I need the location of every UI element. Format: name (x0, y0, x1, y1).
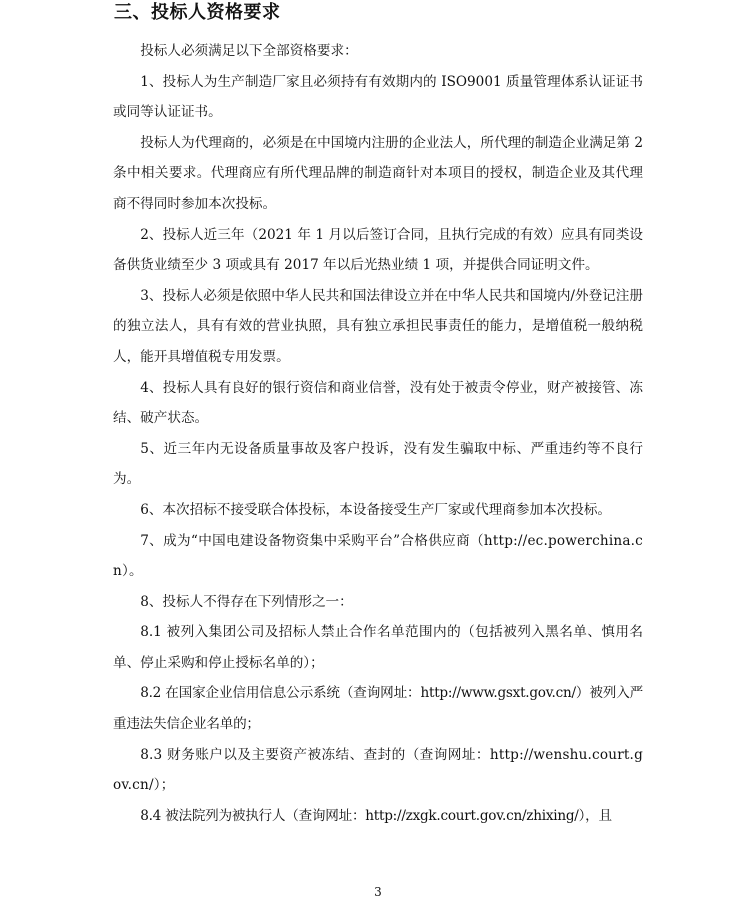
intro-paragraph: 投标人必须满足以下全部资格要求： (140, 43, 358, 59)
requirement-3-legal-entity: 3、投标人必须是依照中华人民共和国法律设立并在中华人民共和国境内/外登记注册的独立法人，具有有效的营业执照，具有独立承担民事责任的能力，是增值税一般纳税人，能开具增值税专用发票。 (113, 287, 643, 365)
requirement-6-no-consortium: 6、本次招标不接受联合体投标，本设备接受生产厂家或代理商参加本次投标。 (140, 501, 612, 518)
exclusion-8-2-credit-system: 8.2 在国家企业信用信息公示系统（查询网址：http://www.gsxt.gov.cn/）被列入严重违法失信企业名单的； (113, 685, 643, 733)
section-heading: 三、投标人资格要求 (114, 2, 281, 23)
requirement-4-credit: 4、投标人具有良好的银行资信和商业信誉，没有处于被责令停业，财产被接管、冻结、破产状态。 (113, 379, 643, 427)
requirement-8-exclusions: 8、投标人不得存在下列情形之一： (140, 593, 353, 610)
requirement-7-platform-supplier: 7、成为“中国电建设备物资集中采购平台”合格供应商（http://ec.powerchina.cn）。 (113, 532, 643, 580)
requirement-2-performance: 2、投标人近三年（2021 年 1 月以后签订合同，且执行完成的有效）应具有同类设备供货业绩至少 3 项或具有 2017 年以后光热业绩 1 项，并提供合同证明文件。 (113, 226, 643, 274)
requirement-1-agent-note: 投标人为代理商的，必须是在中国境内注册的企业法人，所代理的制造企业满足第 2 条中相关要求。代理商应有所代理品牌的制造商针对本项目的授权，制造企业及其代理商不得同时参加本次投标。 (113, 134, 643, 212)
requirement-1-certification: 1、投标人为生产制造厂家且必须持有有效期内的 ISO9001 质量管理体系认证证书或同等认证证书。 (113, 73, 643, 121)
exclusion-8-3-frozen-assets: 8.3 财务账户以及主要资产被冻结、查封的（查询网址：http://wenshu.court.gov.cn/）； (113, 746, 643, 794)
exclusion-8-4-court-enforcement: 8.4 被法院列为被执行人（查询网址：http://zxgk.court.gov.cn/zhixing/），且 (140, 807, 612, 824)
page-number: 3 (374, 885, 382, 899)
exclusion-8-1-blacklist: 8.1 被列入集团公司及招标人禁止合作名单范围内的（包括被列入黑名单、慎用名单、停止采购和停止授标名单的）； (113, 624, 643, 671)
requirement-5-no-incidents: 5、近三年内无设备质量事故及客户投诉，没有发生骗取中标、严重违约等不良行为。 (113, 440, 643, 488)
section-body (113, 36, 643, 831)
